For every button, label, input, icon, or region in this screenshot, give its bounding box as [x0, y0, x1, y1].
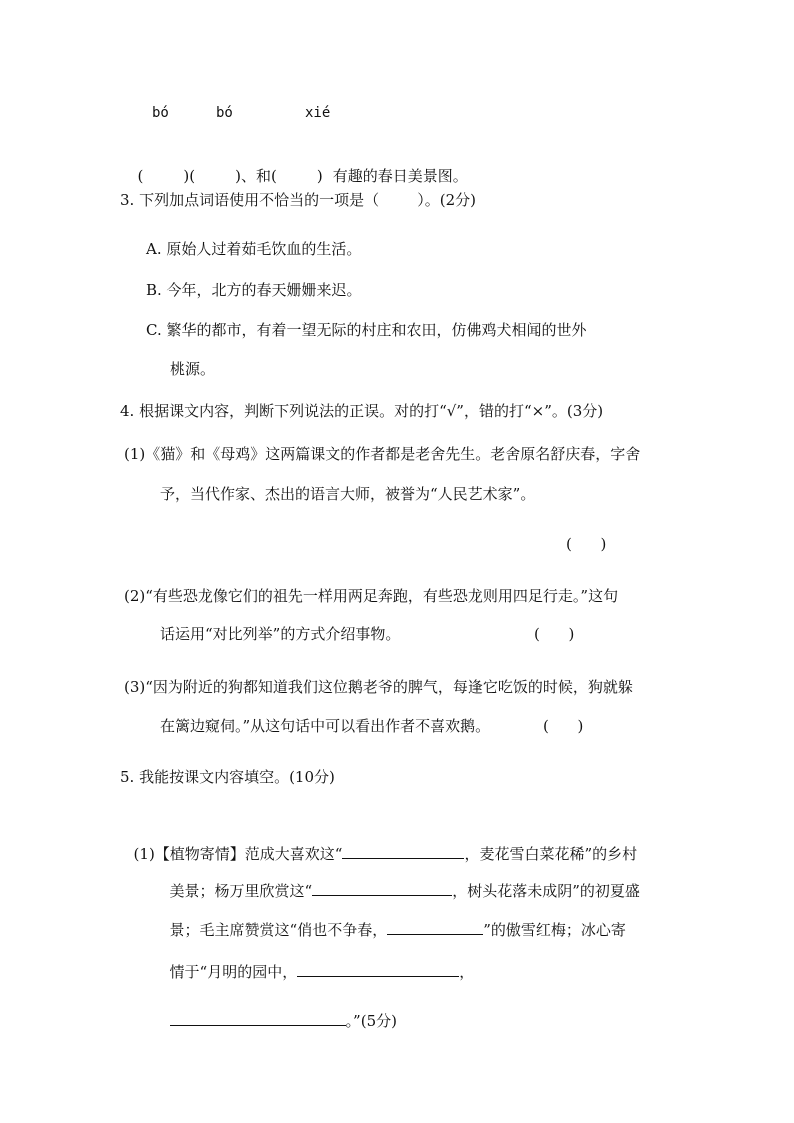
q3-option-c: C. 繁华的都市，有着一望无际的村庄和农田，仿佛鸡犬相闻的世外 — [146, 321, 587, 339]
q5-blank-4[interactable] — [297, 960, 459, 977]
pinyin-3: xié — [305, 105, 331, 121]
pinyin-2: bó — [216, 105, 233, 121]
q3-option-c-cont: 桃源。 — [170, 360, 216, 378]
q5-text-g: 情于“月明的园中， — [169, 963, 298, 981]
q4-item1-line2: 予，当代作家、杰出的语言大师，被誉为“人民艺术家”。 — [160, 485, 536, 503]
q4-item2-answer-bracket[interactable]: ( ) — [534, 625, 575, 643]
q4-item1-line1: (1)《猫》和《母鸡》这两篇课文的作者都是老舍先生。老舍原名舒庆春，字舍 — [124, 445, 641, 463]
q5-blank-3[interactable] — [387, 918, 483, 935]
q5-item1-line4 — [160, 938, 474, 983]
q4-item3-line1: (3)“因为附近的狗都知道我们这位鹅老爷的脾气，每逢它吃饭的时候，狗就躲 — [124, 678, 633, 696]
q4-item2-line2: 话运用“对比列举”的方式介绍事物。 — [160, 625, 401, 643]
q5-item1-line5 — [160, 987, 397, 1032]
bracket-and: )、和( — [235, 167, 277, 185]
pinyin-1: bó — [152, 105, 169, 121]
q5-text-d: ，树头花落未成阴”的初夏盛 — [452, 882, 640, 900]
bracket-close-open: )( — [183, 167, 196, 185]
pinyin-line-tail: 有趣的春日美景图。 — [332, 167, 468, 185]
q5-text-a: (1)【植物寄情】范成大喜欢这“ — [133, 845, 343, 863]
q3-option-b: B. 今年，北方的春天姗姗来迟。 — [146, 281, 362, 299]
q4-stem: 4. 根据课文内容，判断下列说法的正误。对的打“√”，错的打“×”。(3分) — [120, 402, 604, 420]
q5-text-i: 。”(5分) — [345, 1012, 397, 1030]
q5-item1-line3 — [160, 896, 626, 941]
bracket-open: ( — [137, 167, 144, 185]
q3-stem: 3. 下列加点词语使用不恰当的一项是（ ）。(2分) — [120, 191, 476, 209]
q5-text-e: 景；毛主席赞赏这“俏也不争春， — [169, 921, 388, 939]
q5-text-b: ，麦花雪白菜花稀”的乡村 — [464, 845, 638, 863]
q5-blank-5[interactable] — [170, 1009, 346, 1026]
q4-item3-line2: 在篱边窥伺。”从这句话中可以看出作者不喜欢鹅。 — [160, 717, 491, 735]
bracket-close: ) — [316, 167, 323, 185]
q5-stem: 5. 我能按课文内容填空。(10分) — [120, 768, 335, 786]
q5-text-c: 美景；杨万里欣赏这“ — [169, 882, 313, 900]
q5-text-f: ”的傲雪红梅；冰心寄 — [483, 921, 626, 939]
q5-text-h: ， — [459, 963, 475, 981]
pinyin-fill-line — [128, 143, 468, 187]
q5-blank-2[interactable] — [312, 879, 452, 896]
q3-option-a: A. 原始人过着茹毛饮血的生活。 — [146, 240, 362, 258]
q4-item2-line1: (2)“有些恐龙像它们的祖先一样用两足奔跑，有些恐龙则用四足行走。”这句 — [124, 587, 619, 605]
q4-item1-answer-bracket[interactable]: ( ) — [566, 535, 607, 553]
q4-item3-answer-bracket[interactable]: ( ) — [543, 717, 584, 735]
